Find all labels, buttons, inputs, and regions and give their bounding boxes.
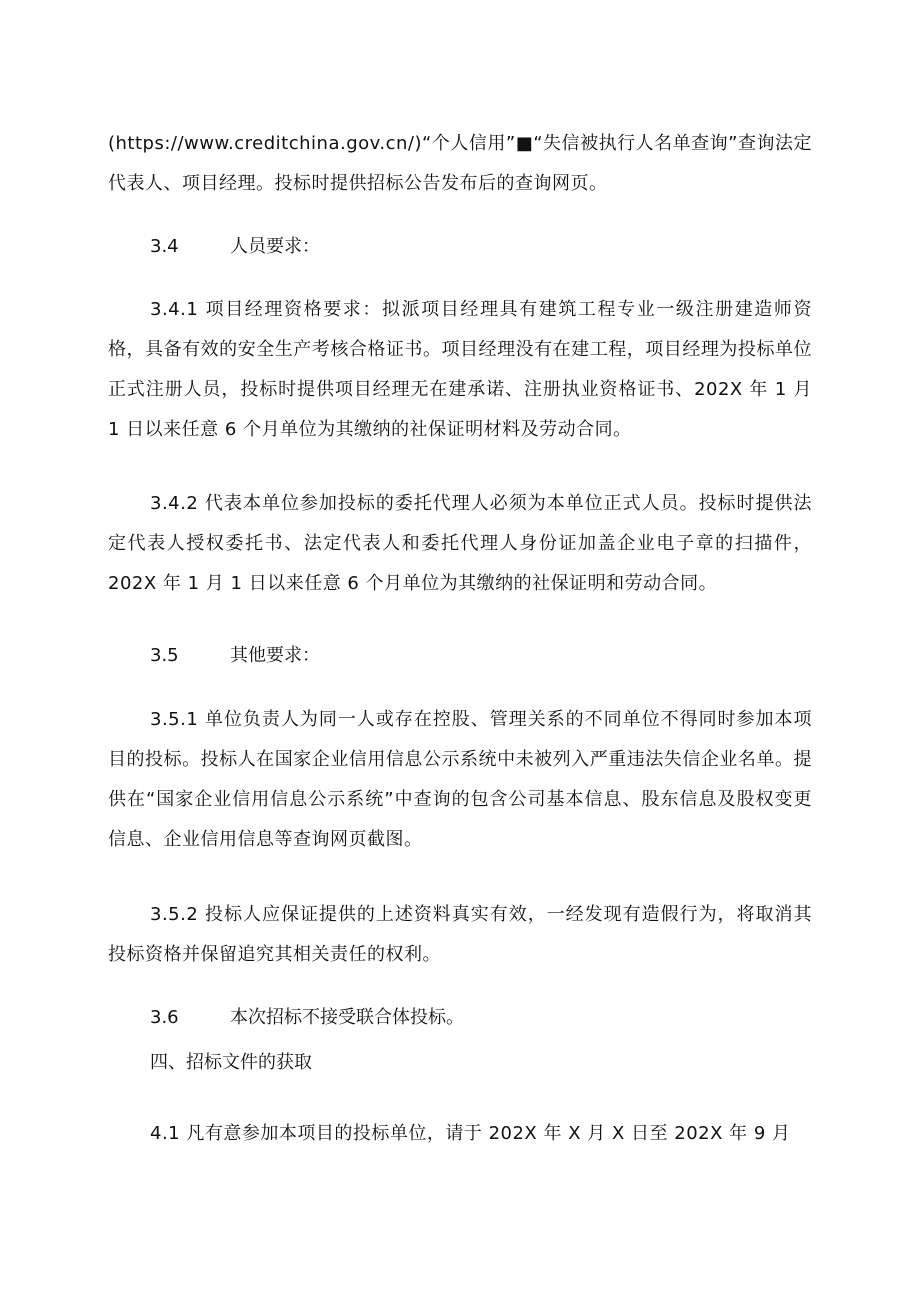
heading-3-5-number: 3.5 bbox=[150, 645, 179, 666]
paragraph-4-1: 4.1 凡有意参加本项目的投标单位，请于 202X 年 X 月 X 日至 202X 年 9 月 bbox=[150, 1123, 791, 1144]
paragraph-credit-query: (https://www.creditchina.gov.cn/)“个人信用”■“失信被执行人名单查询”查询法定代表人、项目经理。投标时提供招标公告发布后的查询网页。 bbox=[108, 133, 812, 194]
heading-3-6-number: 3.6 bbox=[150, 1007, 179, 1028]
paragraph-3-4-2: 3.4.2 代表本单位参加投标的委托代理人必须为本单位正式人员。投标时提供法定代表人授权委托书、法定代表人和委托代理人身份证加盖企业电子章的扫描件，202X 年 1 月 1 日以来任意 6 个月单位为其缴纳的社保证明和劳动合同。 bbox=[108, 493, 812, 594]
heading-3-5 bbox=[150, 636, 320, 676]
paragraph-3-5-2: 3.5.2 投标人应保证提供的上述资料真实有效，一经发现有造假行为，将取消其投标资格并保留追究其相关责任的权利。 bbox=[108, 904, 812, 965]
heading-3-4 bbox=[150, 227, 320, 267]
heading-section-4: 四、招标文件的获取 bbox=[150, 1052, 312, 1073]
heading-3-5-text: 其他要求： bbox=[230, 645, 320, 666]
heading-3-4-number: 3.4 bbox=[150, 236, 179, 257]
heading-3-6-text: 本次招标不接受联合体投标。 bbox=[230, 1007, 464, 1028]
heading-3-6 bbox=[150, 998, 464, 1038]
paragraph-3-4-1: 3.4.1 项目经理资格要求：拟派项目经理具有建筑工程专业一级注册建造师资格，具备有效的安全生产考核合格证书。项目经理没有在建工程，项目经理为投标单位正式注册人员，投标时提供项目经理无在建承诺、注册执业资格证书、202X 年 1 月 1 日以来任意 6 个月单位为其缴纳的社保证明材料及劳动合同。 bbox=[108, 299, 812, 440]
paragraph-3-5-1: 3.5.1 单位负责人为同一人或存在控股、管理关系的不同单位不得同时参加本项目的投标。投标人在国家企业信用信息公示系统中未被列入严重违法失信企业名单。提供在“国家企业信用信息公示系统”中查询的包含公司基本信息、股东信息及股权变更信息、企业信用信息等查询网页截图。 bbox=[108, 709, 812, 850]
heading-3-4-text: 人员要求： bbox=[230, 236, 320, 257]
